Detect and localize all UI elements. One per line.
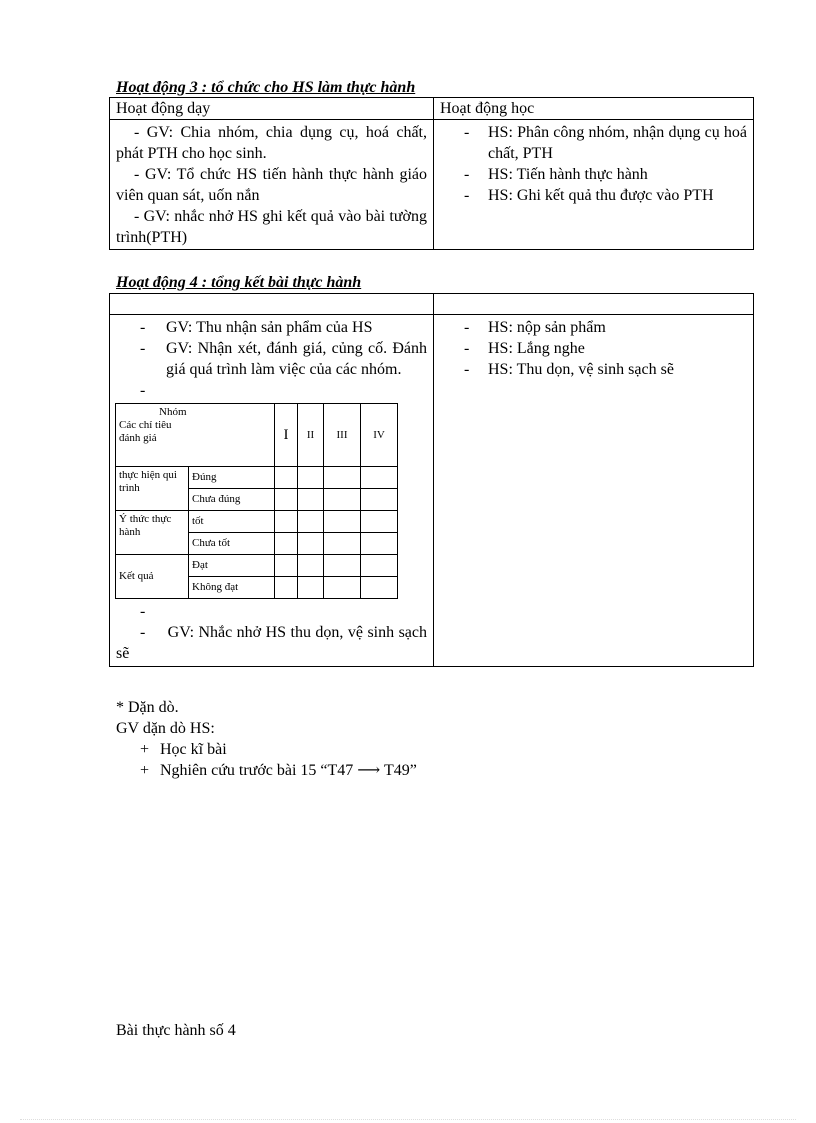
- criterion-label: Ý thức thực hành: [116, 511, 189, 555]
- activity3-student-cell: [434, 120, 754, 250]
- criterion-label: Kết quả: [116, 555, 189, 599]
- score-cell: [361, 533, 398, 555]
- group-header: III: [324, 404, 361, 467]
- activity3-heading: Hoạt động 3 : tổ chức cho HS làm thực hành: [116, 79, 416, 96]
- score-cell: [324, 533, 361, 555]
- score-cell: [324, 555, 361, 577]
- activity3-table: [109, 97, 754, 250]
- criterion-option: tốt: [189, 511, 275, 533]
- student-step: - HS: Phân công nhóm, nhận dụng cụ hoá chất, PTH: [464, 124, 747, 162]
- teacher-step: - GV: nhắc nhở HS ghi kết quả vào bài tường trình(PTH): [116, 208, 427, 246]
- score-cell: [324, 489, 361, 511]
- homework-section: [116, 697, 716, 781]
- score-cell: [275, 511, 298, 533]
- activity4-table: [109, 293, 754, 667]
- score-cell: [275, 533, 298, 555]
- group-header: IV: [361, 404, 398, 467]
- student-step: - HS: Tiến hành thực hành: [464, 166, 648, 183]
- score-cell: [298, 467, 324, 489]
- activity4-student-cell: [434, 315, 754, 667]
- score-cell: [361, 489, 398, 511]
- score-cell: [275, 467, 298, 489]
- score-cell: [361, 555, 398, 577]
- score-cell: [324, 467, 361, 489]
- score-cell: [275, 489, 298, 511]
- activity3-teacher-cell: [110, 120, 434, 250]
- score-cell: [361, 511, 398, 533]
- score-cell: [361, 467, 398, 489]
- score-cell: [361, 577, 398, 599]
- homework-title: * Dặn dò.: [116, 699, 179, 716]
- score-cell: [324, 577, 361, 599]
- header-learning: Hoạt động học: [434, 98, 754, 120]
- empty-header-right: [434, 294, 754, 315]
- activity4-teacher-cell: [110, 315, 434, 667]
- activity4-heading: Hoạt động 4 : tổng kết bài thực hành: [116, 274, 362, 291]
- teacher-step: - GV: Chia nhóm, chia dụng cụ, hoá chất, phát PTH cho học sinh.: [116, 124, 427, 162]
- eval-corner-criteria-label: Các chỉ tiêu đánh giá: [119, 419, 172, 444]
- student-step: - HS: Ghi kết quả thu được vào PTH: [464, 187, 714, 204]
- header-teaching: Hoạt động dạy: [110, 98, 434, 120]
- score-cell: [298, 533, 324, 555]
- eval-corner-group-label: Nhóm: [159, 406, 187, 418]
- teacher-step: - GV: Thu nhận sản phẩm của HS: [140, 319, 373, 336]
- evaluation-table: [115, 403, 398, 599]
- criterion-label: thực hiện qui trình: [116, 467, 189, 511]
- student-step: - HS: nộp sản phẩm: [464, 319, 606, 336]
- page-bottom-border: [20, 1119, 796, 1120]
- homework-item: + Nghiên cứu trước bài 15 “T47 ⟶ T49”: [140, 762, 417, 779]
- score-cell: [275, 577, 298, 599]
- student-step: - HS: Thu dọn, vệ sinh sạch sẽ: [464, 361, 674, 378]
- student-step: - HS: Lắng nghe: [464, 340, 585, 357]
- teacher-step: - GV: Nhận xét, đánh giá, củng cố. Đánh giá quá trình làm việc của các nhóm.: [140, 340, 427, 378]
- teacher-step: - GV: Tổ chức HS tiến hành thực hành giáo viên quan sát, uốn nắn: [116, 166, 427, 204]
- score-cell: [324, 511, 361, 533]
- group-header: I: [275, 404, 298, 467]
- empty-header-left: [110, 294, 434, 315]
- group-header: II: [298, 404, 324, 467]
- score-cell: [298, 511, 324, 533]
- score-cell: [298, 555, 324, 577]
- footer-title: Bài thực hành số 4: [116, 1022, 236, 1039]
- score-cell: [298, 489, 324, 511]
- criterion-option: Chưa tốt: [189, 533, 275, 555]
- score-cell: [275, 555, 298, 577]
- criterion-option: Đạt: [189, 555, 275, 577]
- empty-bullet: -: [140, 603, 146, 620]
- criterion-option: Không đạt: [189, 577, 275, 599]
- homework-item: + Học kĩ bài: [140, 741, 227, 758]
- eval-corner-cell: [116, 404, 275, 467]
- criterion-option: Đúng: [189, 467, 275, 489]
- empty-bullet: -: [140, 382, 146, 399]
- homework-intro: GV dặn dò HS:: [116, 720, 215, 737]
- criterion-option: Chưa đúng: [189, 489, 275, 511]
- teacher-step-cleanup: - GV: Nhắc nhở HS thu dọn, vệ sinh sạch sẽ: [116, 624, 428, 662]
- score-cell: [298, 577, 324, 599]
